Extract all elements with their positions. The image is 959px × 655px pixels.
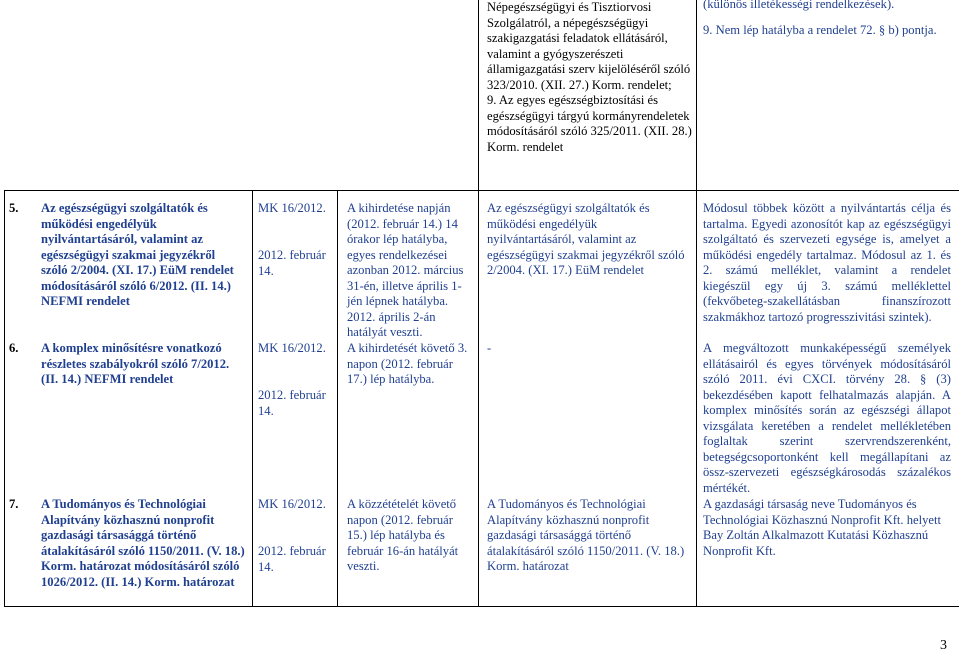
row-date: 2012. február 14. <box>258 388 326 418</box>
column-divider <box>478 0 479 606</box>
top-col6-part1: (különös illetékességi rendelkezések). <box>703 0 895 11</box>
top-col4-text <box>487 0 692 155</box>
row-content: A megváltozott munkaképességű személyek ellátásairól és egyes törvények módosításáról szóló 2011. évi CXCI. törvény 28. § (3) bekezdésében kapott felhatalmazás alapján. A komplex minősítés során az egészségi állapot vizsgálata keretében a rendelet mellékletében foglaltak szerint szervrendszerenként, betegségcsoportonként kell megállapítani az össz-szervezeti egészségkárosodás százalékos mértékét. <box>703 341 951 495</box>
row-amended: A Tudományos és Technológiai Alapítvány közhasznú nonprofit gazdasági társasággá történő átalakításáról szóló 1150/2011. (V. 18.) Korm. határozat <box>487 497 685 573</box>
row-effect: A kihirdetését követő 3. napon (2012. február 17.) lép hatályba. <box>347 341 468 386</box>
page-number: 3 <box>940 638 947 653</box>
row-amended: Az egészségügyi szolgáltatók és működési engedélyük nyilvántartásáról, valamint az egészségügyi szakmai jegyzékről szóló 2/2004. (XI. 17.) EüM rendelet <box>487 201 685 277</box>
row-issuer: MK 16/2012. <box>258 341 326 355</box>
top-col6-text <box>703 0 953 38</box>
row-number: 6. <box>9 341 19 355</box>
row-content: Módosul többek között a nyilvántartás célja és tartalma. Egyedi azonosítót kap az egészségügyi szolgáltató és szervezeti egysége is, amelyet a működési engedély tartalmaz. Módosul az 1. és 2. számú melléklet, valamint a rendelet kiegészül egy új 3. számú melléklettel (fekvőbeteg-szakellátásban finanszírozott szakmákhoz tartozó progresszivitási szintek). <box>703 201 951 324</box>
row-number: 5. <box>9 201 19 215</box>
row-issuer: MK 16/2012. <box>258 201 326 215</box>
column-divider <box>696 0 697 606</box>
row-date: 2012. február 14. <box>258 248 326 278</box>
row-title: A Tudományos és Technológiai Alapítvány közhasznú nonprofit gazdasági társasággá történő átalakításáról szóló 1150/2011. (V. 18.) Korm. határozat módosításáról szóló 1026/2012. (II. 14.) Korm. határozat <box>41 497 245 589</box>
row-effect: A kihirdetése napján (2012. február 14.) 14 órakor lép hatályba, egyes rendelkezései azonban 2012. március 31-én, illetve április 1-jén lépnek hatályba. 2012. április 2-án hatályát veszti. <box>347 201 464 339</box>
row-amended: - <box>487 341 492 355</box>
table-top-border <box>4 190 959 191</box>
top-col4-part1: Népegészségügyi és Tisztiorvosi Szolgálatról, a népegészségügyi szakigazgatási feladatok ellátásáról, valamint a gyógyszerészeti államigazgatási szerv kijelöléséről szóló 323/2010. (XII. 27.) Korm. rendelet; <box>487 0 691 92</box>
row-date: 2012. február 14. <box>258 544 326 574</box>
row-content: A gazdasági társaság neve Tudományos és Technológiai Közhasznú Nonprofit Kft. helyett Bay Zoltán Alkalmazott Kutatási Közhasznú Nonprofit Kft. <box>703 497 941 558</box>
column-divider <box>337 190 338 606</box>
row-title: Az egészségügyi szolgáltatók és működési engedélyük nyilvántartásáról, valamint az egészségügyi szakmai jegyzékről szóló 2/2004. (XI. 17.) EüM rendelet módosításáról szóló 6/2012. (II. 14.) NEFMI rendelet <box>41 201 234 308</box>
top-col4-part2: 9. Az egyes egészségbiztosítási és egészségügyi tárgyú kormányrendeletek módosításáról szóló 325/2011. (XII. 28.) Korm. rendelet <box>487 93 692 154</box>
column-divider <box>252 190 253 606</box>
row-title: A komplex minősítésre vonatkozó részletes szabályokról szóló 7/2012. (II. 14.) NEFMI rendelet <box>41 341 230 386</box>
row-number: 7. <box>9 497 19 511</box>
row-effect: A közzétételét követő napon (2012. február 15.) lép hatályba és február 16-án hatályát veszti. <box>347 497 459 573</box>
column-divider <box>4 190 5 606</box>
row-issuer: MK 16/2012. <box>258 497 326 511</box>
table-bottom-border <box>4 606 959 607</box>
top-col6-part2: 9. Nem lép hatályba a rendelet 72. § b) pontja. <box>703 22 937 37</box>
